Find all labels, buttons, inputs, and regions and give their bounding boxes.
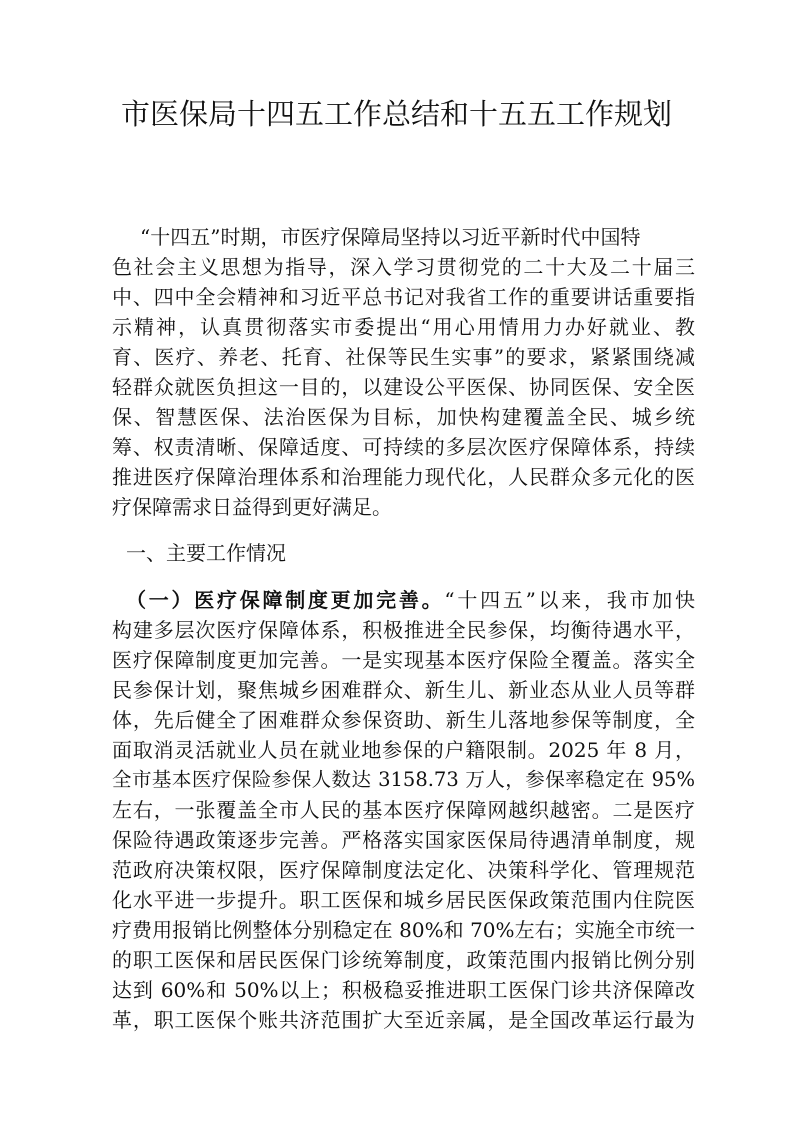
subsection-line: 范政府决策权限，医疗保障制度法定化、决策科学化、管理规范: [112, 858, 695, 882]
subsection-line: 民参保计划，聚焦城乡困难群众、新生儿、新业态从业人员等群: [112, 678, 695, 702]
subsection-line: 疗费用报销比例整体分别稳定在 80%和 70%左右；实施全市统一: [112, 918, 695, 942]
intro-line: “十四五”时期，市医疗保障局坚持以习近平新时代中国特: [140, 225, 641, 249]
intro-line: 轻群众就医负担这一目的，以建设公平医保、协同医保、安全医: [112, 375, 695, 399]
subsection-line: 革，职工医保个账共济范围扩大至近亲属，是全国改革运行最为: [112, 1008, 695, 1032]
subsection-line: 构建多层次医疗保障体系，积极推进全民参保，均衡待遇水平，: [112, 618, 695, 642]
intro-line: 筹、权责清晰、保障适度、可持续的多层次医疗保障体系，持续: [112, 435, 695, 459]
subsection-line: 化水平进一步提升。职工医保和城乡居民医保政策范围内住院医: [112, 888, 695, 912]
intro-line: 示精神，认真贯彻落实市委提出“用心用情用力办好就业、教: [112, 315, 695, 339]
intro-line: 保、智慧医保、法治医保为目标，加快构建覆盖全民、城乡统: [112, 405, 695, 429]
intro-line: 育、医疗、养老、托育、社保等民生实事”的要求，紧紧围绕减: [112, 345, 695, 369]
intro-line: 色社会主义思想为指导，深入学习贯彻党的二十大及二十届三: [112, 255, 695, 279]
document-title: 市医保局十四五工作总结和十五五工作规划: [120, 97, 672, 131]
subsection-line: 达到 60%和 50%以上；积极稳妥推进职工医保门诊共济保障改: [112, 978, 695, 1002]
intro-line: 中、四中全会精神和习近平总书记对我省工作的重要讲话重要指: [112, 285, 695, 309]
subsection-heading: （一）医疗保障制度更加完善。: [126, 588, 445, 612]
subsection-line: 保险待遇政策逐步完善。严格落实国家医保局待遇清单制度，规: [112, 828, 695, 852]
subsection-first-line: [126, 585, 695, 615]
subsection-line: 体，先后健全了困难群众参保资助、新生儿落地参保等制度，全: [112, 708, 695, 732]
subsection-line: 面取消灵活就业人员在就业地参保的户籍限制。2025 年 8 月，: [112, 738, 695, 762]
subsection-line: 的职工医保和居民医保门诊统筹制度，政策范围内报销比例分别: [112, 948, 695, 972]
subsection-line: 医疗保障制度更加完善。一是实现基本医疗保险全覆盖。落实全: [112, 648, 695, 672]
subsection-line: 全市基本医疗保险参保人数达 3158.73 万人，参保率稳定在 95%: [112, 768, 695, 791]
document-body: [112, 0, 695, 1121]
subsection-first-line-text: “十四五”以来，我市加快: [444, 588, 696, 612]
subsection-line: 左右，一张覆盖全市人民的基本医疗保障网越织越密。二是医疗: [112, 798, 695, 822]
intro-line: 推进医疗保障治理体系和治理能力现代化，人民群众多元化的医: [112, 465, 695, 489]
intro-line: 疗保障需求日益得到更好满足。: [112, 495, 392, 519]
section-heading: 一、主要工作情况: [126, 541, 286, 565]
